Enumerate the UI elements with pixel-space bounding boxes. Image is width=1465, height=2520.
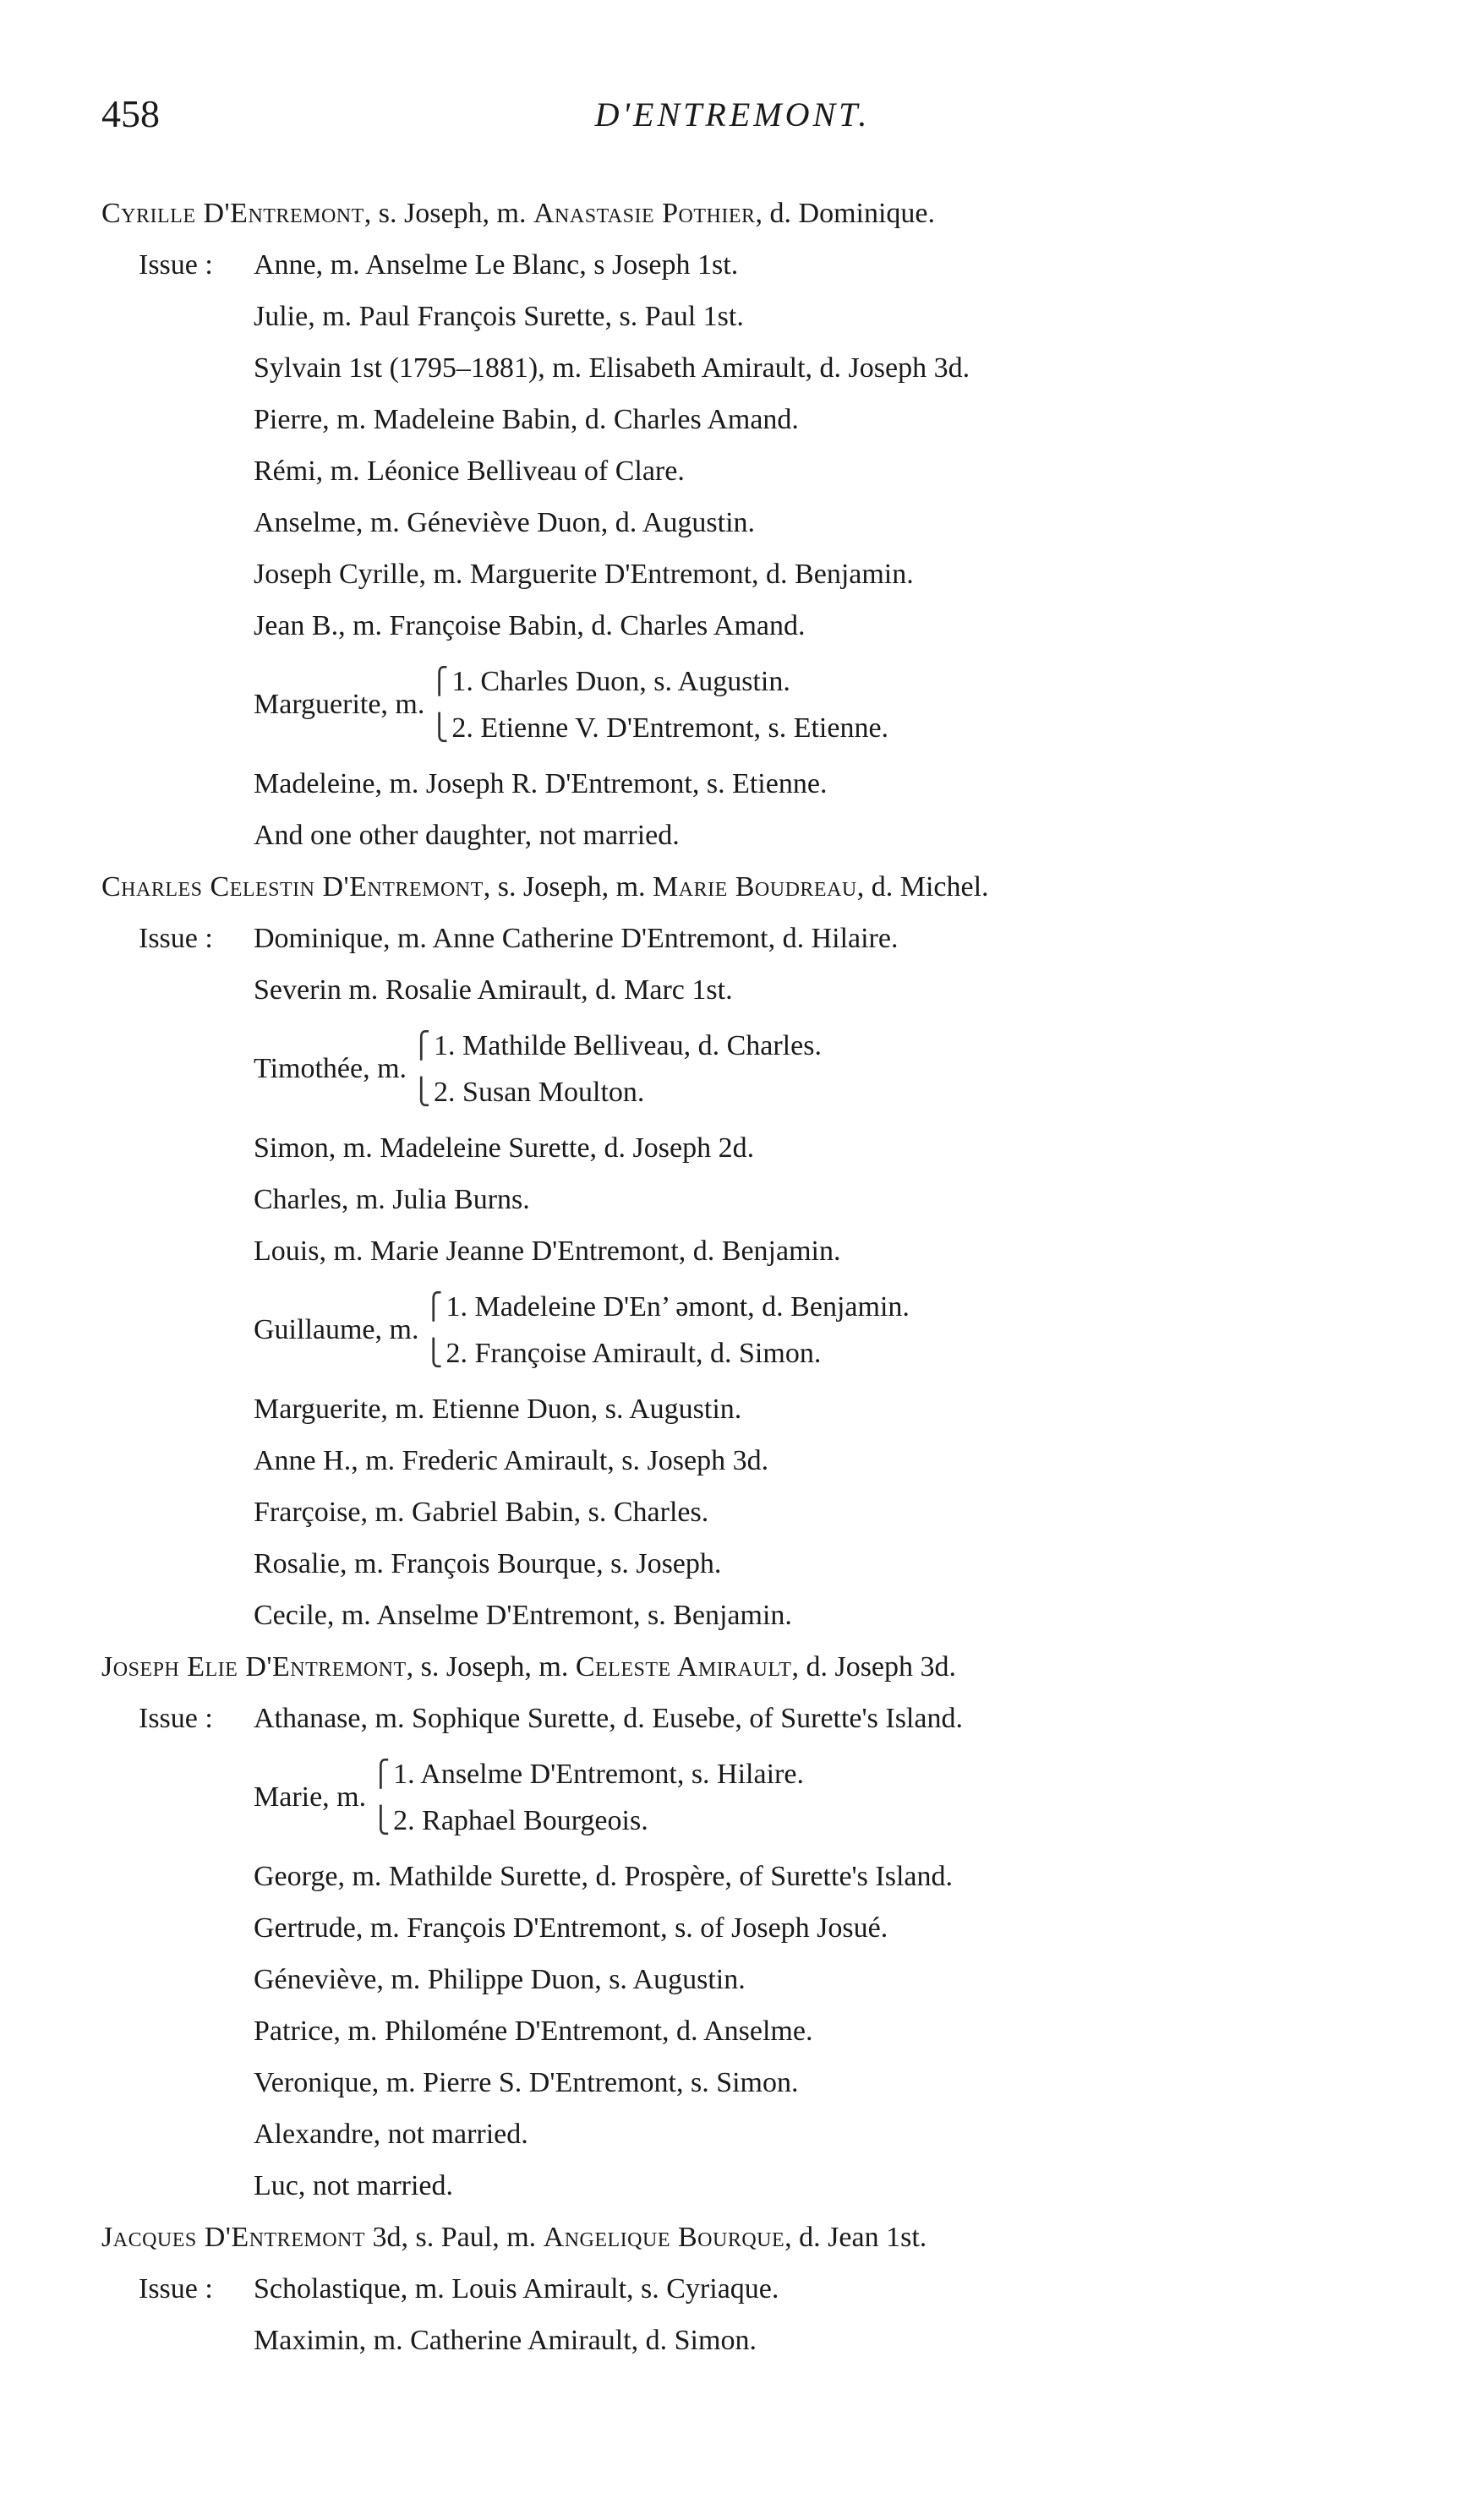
spouse-line: 1. Charles Duon, s. Augustin.: [451, 666, 790, 697]
head-relation: 3d, s. Paul, m.: [365, 2222, 544, 2253]
issue-child: [101, 1902, 1369, 1954]
spouse-line: 1. Madeleine D'En’ əmont, d. Benjamin.: [446, 1291, 910, 1323]
child-name: Marguerite, m.: [254, 689, 425, 720]
child-line: Frarçoise, m. Gabriel Babin, s. Charles.: [254, 1497, 709, 1528]
child-line: Scholastique, m. Louis Amirault, s. Cyriaque.: [254, 2273, 779, 2305]
head-spouse: Celeste Amirault: [575, 1651, 792, 1683]
issue-child: [101, 2057, 1369, 2108]
family-entry: [101, 2212, 1369, 2366]
spouse-list: [451, 658, 888, 751]
issue-child: [101, 394, 1369, 445]
issue-child: [101, 2263, 1369, 2315]
head-name: Joseph Elie D'Entremont: [101, 1651, 407, 1683]
issue-label: Issue :: [139, 1703, 213, 1734]
page-header: [101, 91, 1364, 142]
family-head: [101, 2212, 1369, 2263]
spouse-line: 1. Anselme D'Entremont, s. Hilaire.: [393, 1759, 804, 1790]
child-line: Julie, m. Paul François Surette, s. Paul 1st.: [254, 301, 744, 332]
issue-child: [101, 342, 1369, 394]
issue-child: [101, 239, 1369, 291]
brace-glyph: ⎧ ⎩: [424, 1293, 443, 1367]
child-line: Anne H., m. Frederic Amirault, s. Joseph 3d.: [254, 1445, 769, 1476]
child-line: Madeleine, m. Joseph R. D'Entremont, s. Etienne.: [254, 768, 828, 799]
family-head: [101, 1641, 1369, 1693]
child-line: Marguerite, m. Etienne Duon, s. Augustin.: [254, 1394, 742, 1425]
family-entry: [101, 188, 1369, 861]
child-line: Severin m. Rosalie Amirault, d. Marc 1st.: [254, 974, 733, 1006]
family-head: [101, 861, 1369, 913]
spouse-line: 2. Françoise Amirault, d. Simon.: [446, 1338, 822, 1369]
spouse-line: 2. Etienne V. D'Entremont, s. Etienne.: [451, 712, 889, 744]
child-line: And one other daughter, not married.: [254, 820, 680, 851]
family-head: [101, 188, 1369, 239]
issue-child: [101, 445, 1369, 497]
issue-child-multi: [101, 1016, 1369, 1122]
page-number: 458: [101, 92, 160, 135]
issue-child-multi: [101, 1277, 1369, 1383]
head-parentage: , d. Joseph 3d.: [791, 1651, 957, 1683]
child-line: Veronique, m. Pierre S. D'Entremont, s. Simon.: [254, 2067, 799, 2098]
child-line: Athanase, m. Sophique Surette, d. Eusebe, of Surette's Island.: [254, 1703, 963, 1734]
issue-child-multi: [101, 1744, 1369, 1851]
issue-child: [101, 2160, 1369, 2212]
spouse-list: [393, 1751, 804, 1844]
child-line: Pierre, m. Madeleine Babin, d. Charles Amand.: [254, 404, 799, 435]
issue-child: [101, 1383, 1369, 1435]
child-line: Louis, m. Marie Jeanne D'Entremont, d. Benjamin.: [254, 1235, 841, 1267]
brace-glyph: ⎧ ⎩: [429, 668, 449, 742]
child-line: Alexandre, not married.: [254, 2119, 528, 2150]
spouse-list: [446, 1284, 909, 1377]
child-line: Anne, m. Anselme Le Blanc, s Joseph 1st.: [254, 249, 739, 281]
head-spouse: Marie Boudreau: [653, 871, 857, 903]
child-name: Timothée, m.: [254, 1053, 407, 1084]
spouse-list: [434, 1023, 822, 1115]
issue-child: [101, 964, 1369, 1016]
spouse-line: 1. Mathilde Belliveau, d. Charles.: [434, 1030, 822, 1061]
issue-child: [101, 2315, 1369, 2366]
issue-label: Issue :: [139, 249, 213, 281]
head-name: Charles Celestin D'Entremont: [101, 871, 484, 903]
child-line: Cecile, m. Anselme D'Entremont, s. Benjamin.: [254, 1600, 792, 1631]
child-line: Luc, not married.: [254, 2170, 454, 2201]
issue-child: [101, 1590, 1369, 1641]
child-line: Anselme, m. Géneviève Duon, d. Augustin.: [254, 507, 756, 538]
issue-child: [101, 1122, 1369, 1174]
head-relation: , s. Joseph, m.: [364, 198, 533, 229]
issue-child-multi: [101, 652, 1369, 758]
head-spouse: Anastasie Pothier: [533, 198, 756, 229]
issue-child: [101, 1693, 1369, 1744]
child-line: Maximin, m. Catherine Amirault, d. Simon.: [254, 2325, 757, 2356]
issue-child: [101, 1174, 1369, 1225]
child-line: Rémi, m. Léonice Belliveau of Clare.: [254, 455, 685, 487]
family-entry: [101, 861, 1369, 1641]
child-line: George, m. Mathilde Surette, d. Prospère, of Surette's Island.: [254, 1861, 953, 1892]
head-relation: , s. Joseph, m.: [483, 871, 653, 903]
issue-child: [101, 1486, 1369, 1538]
family-entry: [101, 1641, 1369, 2212]
child-name: Guillaume, m.: [254, 1314, 419, 1345]
child-line: Simon, m. Madeleine Surette, d. Joseph 2d.: [254, 1132, 755, 1164]
head-name: Cyrille D'Entremont: [101, 198, 364, 229]
child-line: Gertrude, m. François D'Entremont, s. of Joseph Josué.: [254, 1912, 888, 1944]
child-line: Dominique, m. Anne Catherine D'Entremont, d. Hilaire.: [254, 923, 899, 954]
issue-child: [101, 1225, 1369, 1277]
issue-child: [101, 1851, 1369, 1902]
issue-child: [101, 913, 1369, 964]
head-spouse: Angelique Bourque: [543, 2222, 785, 2253]
head-parentage: , d. Dominique.: [755, 198, 936, 229]
child-line: Joseph Cyrille, m. Marguerite D'Entremont, d. Benjamin.: [254, 559, 914, 590]
issue-child: [101, 810, 1369, 861]
child-line: Charles, m. Julia Burns.: [254, 1184, 530, 1215]
issue-child: [101, 497, 1369, 548]
issue-child: [101, 1954, 1369, 2005]
issue-child: [101, 758, 1369, 810]
head-relation: , s. Joseph, m.: [406, 1651, 576, 1683]
child-line: Patrice, m. Philoméne D'Entremont, d. Anselme.: [254, 2015, 813, 2047]
child-line: Jean B., m. Françoise Babin, d. Charles Amand.: [254, 610, 806, 641]
brace-glyph: ⎧ ⎩: [371, 1760, 391, 1835]
child-line: Rosalie, m. François Bourque, s. Joseph.: [254, 1548, 722, 1579]
brace-glyph: ⎧ ⎩: [412, 1032, 431, 1106]
running-title: D'ENTREMONT.: [594, 95, 871, 134]
child-line: Sylvain 1st (1795–1881), m. Elisabeth Amirault, d. Joseph 3d.: [254, 352, 970, 384]
issue-child: [101, 1538, 1369, 1590]
issue-child: [101, 2108, 1369, 2160]
genealogy-text: [101, 188, 1369, 2366]
issue-child: [101, 2005, 1369, 2057]
issue-child: [101, 1435, 1369, 1486]
head-parentage: , d. Michel.: [856, 871, 989, 903]
child-line: Géneviève, m. Philippe Duon, s. Augustin.: [254, 1964, 746, 1995]
issue-child: [101, 291, 1369, 342]
head-parentage: , d. Jean 1st.: [784, 2222, 927, 2253]
child-name: Marie, m.: [254, 1781, 367, 1813]
spouse-line: 2. Susan Moulton.: [434, 1077, 645, 1108]
issue-label: Issue :: [139, 923, 213, 954]
issue-child: [101, 600, 1369, 652]
head-name: Jacques D'Entremont: [101, 2222, 366, 2253]
spouse-line: 2. Raphael Bourgeois.: [393, 1805, 648, 1836]
issue-child: [101, 548, 1369, 600]
issue-label: Issue :: [139, 2273, 213, 2305]
